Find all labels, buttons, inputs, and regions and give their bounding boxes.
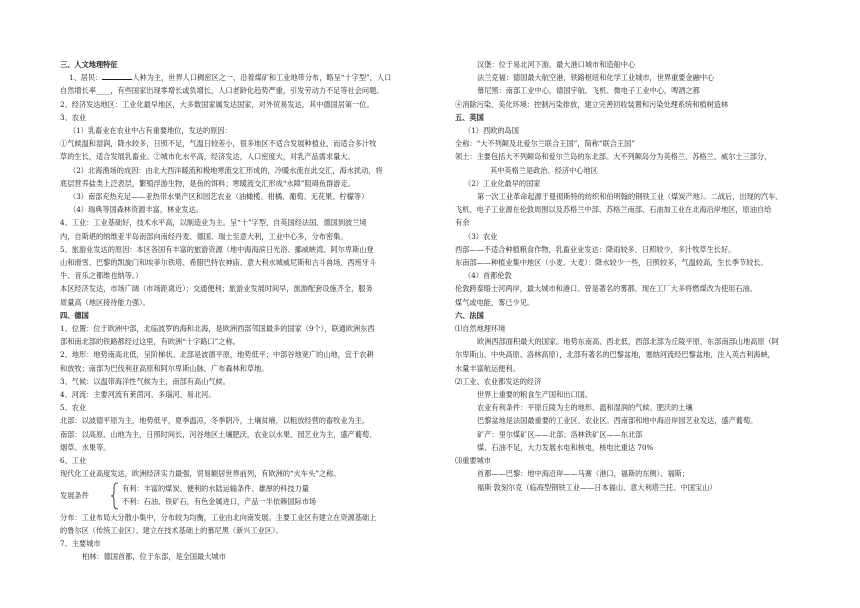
text-line: 福斯 敦刻尔克（临海型钢铁工业——日本福山、意大利塔兰托、中国宝山） (477, 482, 717, 492)
text-line: 世界上重要的粮食生产国和出口国。 (477, 390, 593, 400)
text-line: 北部：以波德平原为主，地势低平，夏季温凉，冬季阴冷，土壤贫瘠，以粗放经营的畜牧业为主。 (60, 416, 370, 426)
text-line: 山和滑雪、巴黎的凯旋门和埃菲尔铁塔、希腊巴特农神庙、意大利水城威尼斯和古斗兽场、西班牙斗 (60, 258, 377, 268)
text-line: 西部——不适合种植粮食作物，乳畜业业发达：降雨较多，日照较少，多汁牧草生长好。 (455, 244, 736, 254)
text-line: 2、地形：地势南高北低，呈阶梯状。北部是波德平原，地势低平；中部谷地宽广的山地，宜于农耕 (60, 350, 374, 360)
text-line: 伦敦跨泰晤士河两岸，最大城市和港口。曾是著名的雾都，现在工厂大多将燃煤改为使用石油、 (455, 284, 757, 294)
left-column (60, 58, 440, 563)
section-heading: 三、人文地理特征 (60, 60, 118, 69)
section-heading: 五、英国 (455, 112, 484, 122)
development-conditions (60, 482, 440, 510)
text-line: 煤、石油不足，大力发展水电和核电，核电比重达 70% (477, 442, 654, 452)
text-line: 6、工业 (60, 456, 87, 466)
text-line: （1）西欧的岛国 (464, 126, 519, 136)
text-line: 本区经济发达，市场广阔（市场距离近）；交通便利；旅游业发展时间早，旅游配套设施齐全，服务 (60, 284, 373, 294)
text-line: 首都——巴黎：地中海沿岸——马赛（港口，福斯的东侧）、福斯； (477, 469, 690, 479)
text-line: ④消除污染、美化环境：控制污染排放，建立完善回收装置和污染处理系统和植树造林 (455, 99, 729, 109)
text-line: 法兰克福：德国最大航空港，铁路枢纽和化学工业城市，世界重要金融中心 (477, 73, 715, 83)
text-line: 汉堡：位于易北河下游，最大港口城市和造船中心 (477, 60, 636, 69)
text-line: 领土：主要包括大不列颠岛和爱尔兰岛的东北部。大不列颠岛分为英格兰、苏格兰、威尔士三部分， (455, 152, 772, 162)
text-line: 其中英格兰是政治、经济中心地区 (490, 165, 598, 175)
text-line: 2、经济发达地区：工业化最早地区，大多数国家属发达国家，对外贸易发达，其中德国居第一位。 (60, 99, 374, 109)
text-line: （1）乳畜业在农业中占有重要地位，发达的原因： (69, 126, 232, 136)
text-line: 南部：以高原、山地为主，日照时间长，河谷地区土壤肥沃，农业以水果、园艺业为主，盛产葡萄、 (60, 429, 377, 439)
text-line: ⑶重要城市 (455, 456, 491, 466)
text-line: 1、居民： 人种为主，世界人口稠密区之一，沿着煤矿和工业地带分布，略呈“十字型”，人口 (69, 73, 392, 83)
text-line: 部和南北部的铁路都经过这里，有欧洲“十字路口”之称。 (60, 337, 240, 347)
text-line: 矿产：里尔煤矿区——北部；洛林铁矿区——东北部 (477, 429, 643, 439)
text-line: 东南部——种植业集中地区（小麦、大麦）：降水较少一些，日照较多，气温较高，生长季节较长。 (455, 258, 768, 268)
text-line: ⑴自然地理环境 (455, 324, 506, 334)
text-line: （4）瑞典等国森林资源丰富，林业发达。 (69, 205, 203, 215)
text-line: 7、主要城市 (60, 538, 101, 548)
text-line: 烟草、水果等。 (60, 442, 111, 452)
text-line: 和放牧；南部为巴伐利亚高原和阿尔卑斯山脉，广布森林和草地。 (60, 363, 269, 373)
text-line: 牛、音乐之都维也纳等。） (60, 271, 143, 281)
section-heading: 四、德国 (60, 310, 89, 320)
blank-underline (102, 71, 132, 80)
brace-label: 发展条件 (60, 490, 89, 500)
text-line: 底层营养盐类上泛表层，繁殖浮游生物，是鱼的饵料；寒暖流交汇形成“水障”阻碍鱼群游走。 (60, 178, 355, 188)
text-line: 慕尼黑：南部工业中心，德国宇航、飞机、微电子工业中心，啤酒之都 (477, 86, 700, 96)
text-line: 分布：工业布局大分散小集中，分布较为均衡，工业由北向南发展。主要工业区有建立在资源基础上 (60, 512, 377, 522)
text-line: 的鲁尔区（传统工业区）、建立在技术基础上的慕尼黑（新兴工业区）。 (60, 525, 283, 535)
text-line: 第一次工业革命起源于曼彻斯特的纺织和伯明翰的钢铁工业（煤炭产地）。二战后，出现的汽车、 (477, 192, 783, 202)
text-line: 草的生长，适合发展乳畜业。②城市化水平高，经济发达，人口密度大，对乳产品需求量大。 (60, 152, 355, 162)
unfavorable-conditions: 不利：石油、铁矿石，有色金属进口，产品一半依赖国际市场 (122, 496, 317, 506)
text-line: 1、位置：位于欧洲中部，北临波罗的海和北海，是欧洲西部邻国最多的国家（9个），联通欧洲东西 (60, 324, 375, 334)
right-column (455, 58, 845, 494)
text-line: 柏林：德国首都，位于东部，是全国最大城市 (82, 552, 226, 562)
text-line: 5、农业 (60, 403, 87, 413)
text-line: 现代化工业高度发达，欧洲经济实力最强，贸易额居世界前列，有欧洲的“火车头”之称。 (60, 469, 341, 479)
brace-icon (110, 482, 120, 510)
text-line: 4、河流：主要河流有莱茵河、多瑙河、易北河。 (60, 390, 216, 400)
text-line: 煤气或电能，雾已少见。 (455, 297, 535, 307)
text-line: （3）农业 (464, 231, 498, 241)
text-line: 尔卑斯山、中央高原、洛林高原），北部有著名的巴黎盆地，塞纳河流经巴黎盆地，注入英吉利海峡， (455, 350, 775, 360)
text-line: ⑵工业、农业都发达的经济 (455, 376, 542, 386)
text-line: 巴黎盆地是法国最重要的工业区、农业区。西南部和地中海沿岸园艺业发达，盛产葡萄。 (477, 416, 758, 426)
text-line: （2）工业化最早的国家 (464, 178, 541, 188)
brace-items (122, 482, 316, 508)
favorable-conditions: 有利：丰富的煤炭、便利的水陆运输条件、雄厚的科技力量 (122, 483, 309, 493)
text-line: 有余 (455, 218, 470, 228)
text-line: 5、旅游业发达的原因：本区各国有丰富的旅游资源（地中海海滨日光浴、挪威峡湾、阿尔卑斯山登 (60, 244, 374, 254)
text-line: 3、农业 (60, 112, 87, 122)
text-line: （3）南部充热充足——亚热带水果产区和园艺农业（油橄榄、柑橘、葡萄、无花果、柠檬等） (69, 192, 369, 202)
text-line: 质量高（地区接待能力强）。 (60, 297, 150, 307)
text-line: 内，自斯堪的纳维亚半岛南部向南经丹麦、德国、瑞士至意大利，工业中心多，分布密集。 (60, 231, 348, 241)
section-heading: 六、法国 (455, 310, 484, 320)
text-line: 水量丰富航运便利。 (455, 363, 520, 373)
text-line: 3、气候：以温带海洋性气候为主，南部有高山气候。 (60, 376, 230, 386)
text-line: （2）北海渔场的成因：由北大西洋暖流和极地寒流交汇形成的，冷暖水流在此交汇，海水扰动，将 (69, 165, 383, 175)
text-line: 飞机、电子工业源在伦敦周围以及苏格兰中部、苏格兰南部、石油加工业在北海沿岸地区，原油自给 (455, 205, 772, 215)
text-line: 自然增长率____，有些国家出现零增长或负增长，人口老龄化趋势严重，引发劳动力不足等社会问题。 (60, 86, 384, 96)
text-line: ①气候温和湿润，降水较多，日照不足，气温日较差小，很多地区不适合发展种植业，而适合多汁牧 (60, 139, 377, 149)
text-line: 农业有利条件：平原丘陵为主的地形、温和湿润的气候、肥沃的土壤 (477, 403, 693, 413)
text-line: 欧洲西部面积最大的国家。地势东南高、西北低，西部北部为丘陵平原，东部南部山地高原（阿 (477, 337, 779, 347)
text-line: 4、工业：工业基础好，技术水平高，以制造业为主。呈“十”字型，自英国经法国、德国到波兰境 (60, 218, 367, 228)
text-line: （4）首都伦敦 (464, 271, 512, 281)
text-line: 全称：“大不列颠及北爱尔兰联合王国”，简称“联合王国” (455, 139, 636, 149)
